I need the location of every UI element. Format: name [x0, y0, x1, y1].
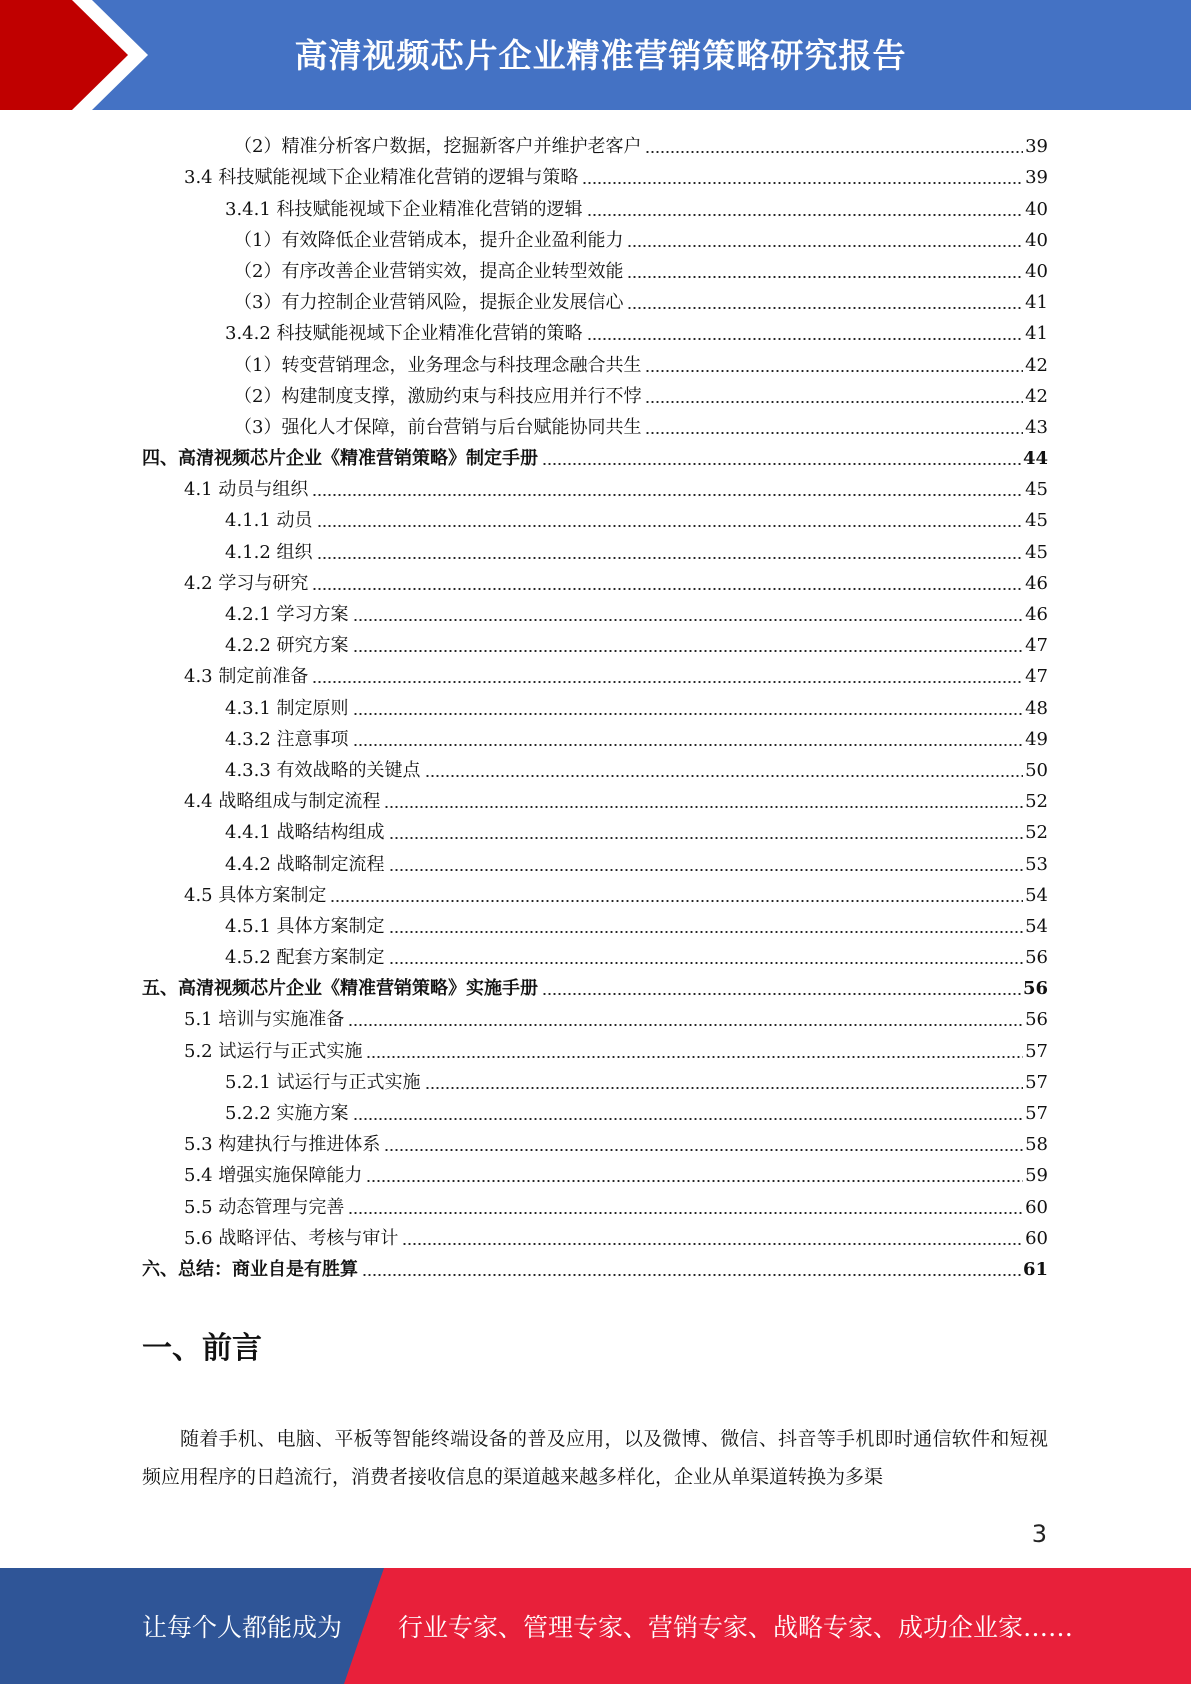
toc-entry[interactable]	[142, 1000, 1048, 1031]
footer-slogan-right: 行业专家、管理专家、营销专家、战略专家、成功企业家……	[398, 1613, 1074, 1642]
toc-entry[interactable]	[142, 876, 1048, 907]
toc-entry[interactable]	[142, 127, 1048, 158]
toc-entry-page: 45	[1025, 479, 1048, 501]
toc-entry-label: 4.1.2 组织	[225, 541, 313, 563]
toc-entry-page: 59	[1025, 1165, 1048, 1187]
toc-dot-leader	[542, 992, 1021, 996]
toc-entry[interactable]	[142, 844, 1048, 875]
toc-entry-page: 43	[1025, 416, 1048, 438]
toc-entry-label: 四、高清视频芯片企业《精准营销策略》制定手册	[142, 448, 538, 470]
toc-entry-label: 5.2.2 实施方案	[225, 1103, 349, 1124]
toc-entry[interactable]	[142, 1250, 1048, 1281]
toc-entry-label: （2）精准分析客户数据，挖掘新客户并维护老客户	[234, 136, 642, 158]
toc-entry-page: 58	[1025, 1134, 1048, 1156]
toc-entry[interactable]	[142, 470, 1048, 501]
toc-entry[interactable]	[142, 1094, 1048, 1125]
toc-entry-page: 60	[1025, 1227, 1048, 1249]
toc-dot-leader	[362, 1273, 1021, 1277]
toc-entry-page: 61	[1022, 1258, 1048, 1280]
toc-entry[interactable]	[142, 1063, 1048, 1094]
toc-entry-page: 46	[1025, 604, 1048, 625]
section-heading: 一、前言	[142, 1331, 262, 1366]
toc-entry[interactable]	[142, 158, 1048, 189]
toc-dot-leader	[582, 181, 1023, 185]
toc-entry[interactable]	[142, 1187, 1048, 1218]
toc-entry[interactable]	[142, 439, 1048, 470]
toc-entry[interactable]	[142, 1156, 1048, 1187]
toc-entry-label: 4.4.1 战略结构组成	[225, 822, 385, 844]
toc-entry-page: 48	[1025, 697, 1048, 719]
toc-entry[interactable]	[142, 688, 1048, 719]
toc-entry[interactable]	[142, 345, 1048, 376]
toc-entry-label: 3.4.1 科技赋能视域下企业精准化营销的逻辑	[225, 198, 583, 220]
toc-dot-leader	[645, 400, 1023, 404]
toc-entry-label: 4.2 学习与研究	[184, 572, 309, 594]
toc-entry-label: 4.4.2 战略制定流程	[225, 853, 385, 875]
toc-dot-leader	[627, 306, 1023, 310]
page-number: 3	[1031, 1520, 1047, 1548]
table-of-contents	[142, 127, 1048, 1281]
toc-entry[interactable]	[142, 1219, 1048, 1250]
toc-entry[interactable]	[142, 595, 1048, 626]
toc-dot-leader	[317, 524, 1024, 528]
toc-entry-label: （3）强化人才保障，前台营销与后台赋能协同共生	[234, 416, 642, 438]
toc-entry-page: 41	[1025, 323, 1048, 345]
toc-entry[interactable]	[142, 564, 1048, 595]
toc-entry[interactable]	[142, 501, 1048, 532]
toc-entry-page: 40	[1025, 229, 1048, 251]
toc-dot-leader	[353, 618, 1024, 622]
toc-entry-page: 57	[1025, 1040, 1048, 1062]
toc-entry-label: 5.2 试运行与正式实施	[184, 1040, 363, 1062]
toc-entry-label: 4.1.1 动员	[225, 510, 313, 532]
toc-entry[interactable]	[142, 314, 1048, 345]
toc-entry-label: 4.5 具体方案制定	[184, 884, 327, 906]
toc-entry-label: 4.3 制定前准备	[184, 666, 309, 688]
toc-entry[interactable]	[142, 377, 1048, 408]
toc-entry-label: 3.4.2 科技赋能视域下企业精准化营销的策略	[225, 323, 583, 345]
toc-entry-label: （1）有效降低企业营销成本，提升企业盈利能力	[234, 229, 624, 251]
toc-entry-label: 4.3.2 注意事项	[225, 728, 349, 750]
toc-entry-label: 4.3.3 有效战略的关键点	[225, 759, 421, 781]
toc-dot-leader	[366, 1179, 1023, 1183]
toc-dot-leader	[353, 649, 1024, 653]
toc-entry[interactable]	[142, 969, 1048, 1000]
document-title: 高清视频芯片企业精准营销策略研究报告	[294, 35, 907, 75]
toc-entry[interactable]	[142, 532, 1048, 563]
toc-entry-label: 五、高清视频芯片企业《精准营销策略》实施手册	[142, 978, 538, 1000]
toc-entry-page: 45	[1025, 541, 1048, 563]
toc-dot-leader	[425, 1086, 1024, 1090]
toc-entry[interactable]	[142, 1031, 1048, 1062]
toc-entry-page: 56	[1025, 1009, 1048, 1031]
toc-dot-leader	[542, 462, 1021, 466]
body-paragraph: 随着手机、电脑、平板等智能终端设备的普及应用，以及微博、微信、抖音等手机即时通信软件和短视频应用程序的日趋流行，消费者接收信息的渠道越来越多样化，企业从单渠道转换为多渠	[142, 1428, 1048, 1488]
toc-entry-page: 40	[1025, 260, 1048, 282]
toc-dot-leader	[389, 930, 1024, 934]
toc-entry-label: 5.4 增强实施保障能力	[184, 1165, 363, 1187]
toc-entry-page: 49	[1025, 728, 1048, 750]
toc-dot-leader	[587, 337, 1024, 341]
toc-entry-label: （2）构建制度支撑，激励约束与科技应用并行不悖	[234, 385, 642, 407]
toc-dot-leader	[348, 1211, 1023, 1215]
toc-entry-page: 52	[1025, 822, 1048, 844]
toc-dot-leader	[312, 587, 1023, 591]
toc-entry-page: 40	[1025, 198, 1048, 220]
toc-entry[interactable]	[142, 782, 1048, 813]
toc-dot-leader	[425, 774, 1024, 778]
toc-entry-page: 60	[1025, 1196, 1048, 1218]
toc-entry-label: 4.1 动员与组织	[184, 479, 309, 501]
toc-entry-label: 4.5.2 配套方案制定	[225, 947, 385, 969]
toc-entry-page: 50	[1025, 759, 1048, 781]
toc-dot-leader	[353, 1117, 1024, 1121]
toc-entry-label: （1）转变营销理念，业务理念与科技理念融合共生	[234, 354, 642, 376]
toc-dot-leader	[312, 680, 1023, 684]
toc-entry-page: 57	[1025, 1071, 1048, 1093]
toc-entry-page: 41	[1025, 292, 1048, 314]
toc-dot-leader	[587, 213, 1024, 217]
toc-dot-leader	[330, 899, 1023, 903]
toc-entry-label: 4.3.1 制定原则	[225, 697, 349, 719]
toc-entry-label: 5.6 战略评估、考核与审计	[184, 1227, 399, 1249]
toc-entry-label: 4.2.2 研究方案	[225, 635, 349, 657]
toc-dot-leader	[389, 961, 1024, 965]
toc-entry-label: 5.1 培训与实施准备	[184, 1009, 345, 1031]
toc-dot-leader	[353, 743, 1024, 747]
toc-entry-page: 39	[1025, 136, 1048, 158]
toc-entry-page: 53	[1025, 853, 1048, 875]
toc-dot-leader	[389, 836, 1024, 840]
page-header	[0, 0, 1191, 110]
toc-entry-label: 3.4 科技赋能视域下企业精准化营销的逻辑与策略	[184, 167, 579, 189]
toc-dot-leader	[348, 1023, 1023, 1027]
toc-entry[interactable]	[142, 657, 1048, 688]
toc-entry-label: （3）有力控制企业营销风险，提振企业发展信心	[234, 292, 624, 314]
toc-entry[interactable]	[142, 626, 1048, 657]
toc-dot-leader	[389, 868, 1024, 872]
toc-dot-leader	[384, 1148, 1023, 1152]
toc-entry[interactable]	[142, 751, 1048, 782]
toc-entry-page: 52	[1025, 791, 1048, 813]
toc-dot-leader	[317, 556, 1024, 560]
toc-entry-page: 46	[1025, 572, 1048, 594]
toc-entry-page: 56	[1025, 947, 1048, 969]
toc-entry-page: 47	[1025, 666, 1048, 688]
toc-entry-label: 5.5 动态管理与完善	[184, 1196, 345, 1218]
toc-dot-leader	[384, 805, 1023, 809]
toc-entry[interactable]	[142, 720, 1048, 751]
toc-entry-label: （2）有序改善企业营销实效，提高企业转型效能	[234, 260, 624, 282]
toc-entry-label: 六、总结：商业自是有胜算	[142, 1258, 358, 1280]
page-footer	[0, 1568, 1191, 1684]
toc-entry-page: 47	[1025, 635, 1048, 657]
toc-entry[interactable]	[142, 938, 1048, 969]
toc-entry-label: 4.4 战略组成与制定流程	[184, 791, 381, 813]
toc-entry-page: 57	[1025, 1103, 1048, 1124]
toc-dot-leader	[402, 1242, 1023, 1246]
toc-dot-leader	[645, 431, 1023, 435]
toc-entry[interactable]	[142, 189, 1048, 220]
toc-entry-page: 42	[1025, 354, 1048, 376]
toc-entry[interactable]	[142, 907, 1048, 938]
footer-slogan-left: 让每个人都能成为	[142, 1613, 343, 1642]
toc-dot-leader	[353, 712, 1024, 716]
toc-entry-label: 4.2.1 学习方案	[225, 604, 349, 625]
toc-dot-leader	[312, 493, 1023, 497]
toc-dot-leader	[366, 1055, 1023, 1059]
toc-dot-leader	[645, 369, 1023, 373]
toc-entry[interactable]	[142, 408, 1048, 439]
toc-entry-label: 4.5.1 具体方案制定	[225, 915, 385, 937]
toc-entry-label: 5.2.1 试运行与正式实施	[225, 1071, 421, 1093]
toc-dot-leader	[627, 275, 1023, 279]
toc-dot-leader	[645, 150, 1023, 154]
toc-entry-page: 45	[1025, 510, 1048, 532]
toc-dot-leader	[627, 244, 1023, 248]
toc-entry-page: 42	[1025, 385, 1048, 407]
toc-entry-label: 5.3 构建执行与推进体系	[184, 1134, 381, 1156]
toc-entry[interactable]	[142, 252, 1048, 283]
toc-entry-page: 56	[1022, 978, 1048, 1000]
toc-entry-page: 54	[1025, 884, 1048, 906]
toc-entry[interactable]	[142, 1125, 1048, 1156]
toc-entry[interactable]	[142, 221, 1048, 252]
toc-entry[interactable]	[142, 283, 1048, 314]
toc-entry-page: 44	[1022, 448, 1048, 470]
toc-entry[interactable]	[142, 813, 1048, 844]
toc-entry-page: 39	[1025, 167, 1048, 189]
toc-entry-page: 54	[1025, 915, 1048, 937]
